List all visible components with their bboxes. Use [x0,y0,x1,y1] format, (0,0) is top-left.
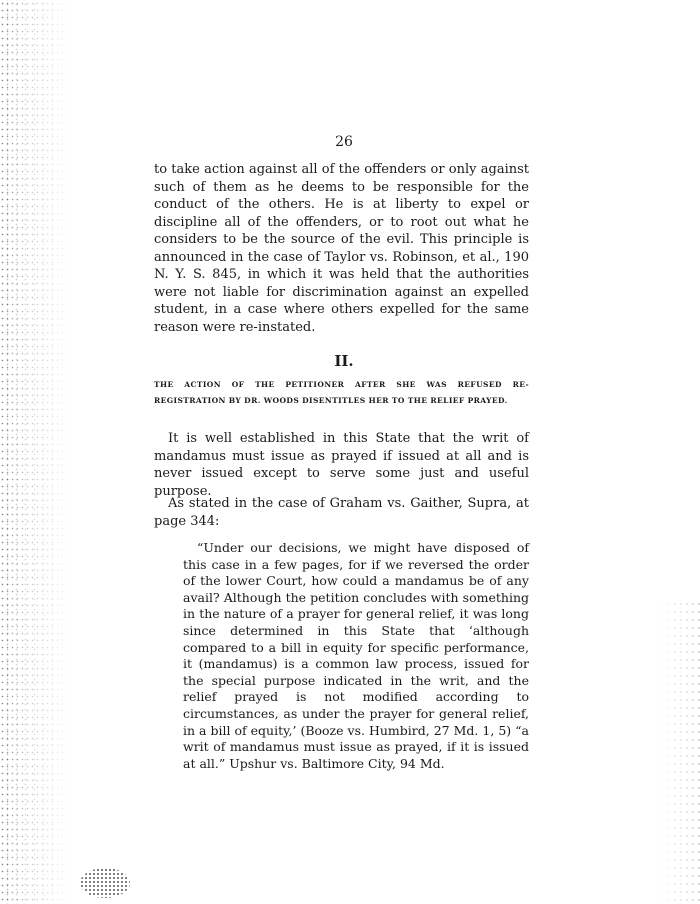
block-quote: “Under our decisions, we might have disposed of this case in a few pages, for if we reversed the order of the lower Court, how could a mandamus be of any avail? Although the petition concludes with something in the nature of a prayer for general relief, it was long since determined in this State that ‘although compared to a bill in equity for specific performance, it (mandamus) is a common law process, issued for the special purpose indicated in the writ, and the relief prayed is not modified according to circumstances, as under the prayer for general relief, in a bill of equity,’ (Booze vs. Humbird, 27 Md. 1, 5) “a writ of mandamus must issue as prayed, if it is issued at all.” Upshur vs. Baltimore City, 94 Md. [183,540,529,771]
paragraph-graham: As stated in the case of Graham vs. Gaither, Supra, at page 344: [154,496,529,529]
scan-blot [80,868,130,898]
scan-noise-right [660,600,700,904]
paragraph-continuation: to take action against all of the offenders or only against such of them as he deems to be responsible for the conduct of the others. He is at liberty to expel or discipline all of the offenders, or to root out what he considers to be the source of the evil. This principle is announced in the case of Taylor vs. Robinson, et al., 190 N. Y. S. 845, in which it was held that the authorities were not liable for discrimination against an expelled student, in a case where others expelled for the same reason were re-instated. [154,162,529,335]
section-number: II. [334,352,354,370]
paragraph-mandamus: It is well established in this State that the writ of mandamus must issue as prayed if issued at all and is never issued except to serve some just and useful purpose. [154,431,529,499]
page-number: 26 [335,134,353,150]
section-heading: THE ACTION OF THE PETITIONER AFTER SHE WAS REFUSED RE-REGISTRATION BY DR. WOODS DISENTITLES HER TO THE RELIEF PRAYED. [154,380,529,405]
